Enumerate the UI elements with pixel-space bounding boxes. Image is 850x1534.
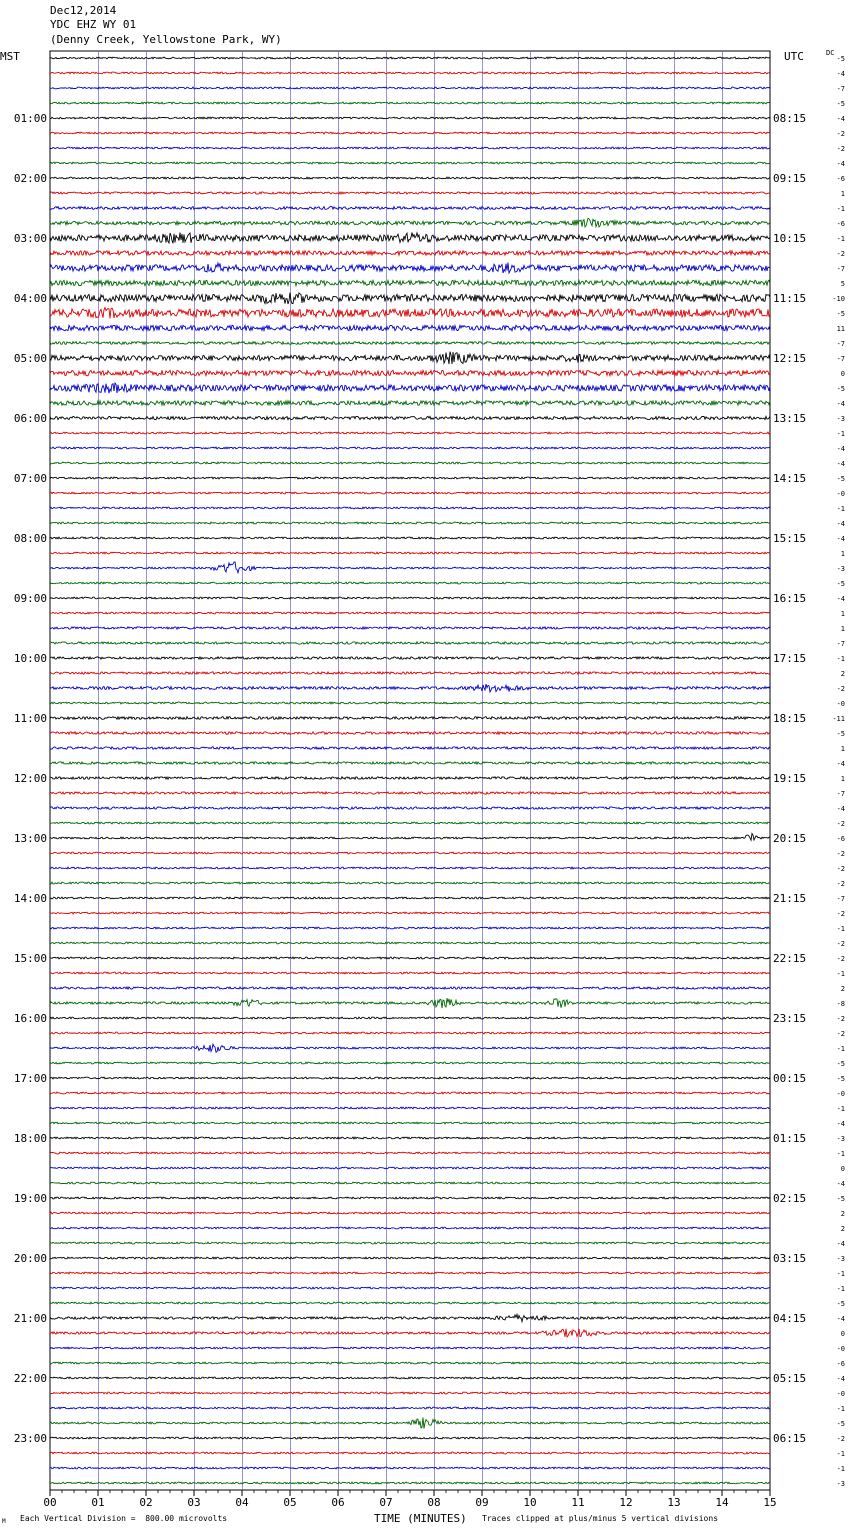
dc-offset-label: 1 <box>840 550 845 558</box>
utc-hour-label: 18:15 <box>773 712 807 725</box>
trace-row <box>50 1257 770 1259</box>
utc-hour-label: 04:15 <box>773 1312 807 1325</box>
chart-date: Dec12,2014 <box>50 4 117 17</box>
mst-hour-label: 13:00 <box>13 832 47 845</box>
dc-offset-label: -3 <box>836 1255 845 1263</box>
trace-row <box>50 852 770 854</box>
utc-hour-label: 00:15 <box>773 1072 807 1085</box>
dc-offset-label: -1 <box>836 235 845 243</box>
trace-row <box>50 462 770 464</box>
mst-hour-label: 17:00 <box>13 1072 47 1085</box>
trace-row <box>50 1482 770 1484</box>
dc-offset-label: -5 <box>836 1300 845 1308</box>
dc-offset-label: -5 <box>836 1195 845 1203</box>
trace-row <box>50 1272 770 1274</box>
dc-offset-label: -2 <box>836 940 845 948</box>
trace-row <box>50 1437 770 1439</box>
trace-row <box>50 370 770 375</box>
dc-offset-label: -3 <box>836 1480 845 1488</box>
utc-hour-label: 23:15 <box>773 1012 807 1025</box>
dc-offset-label: -2 <box>836 145 845 153</box>
x-tick-label: 10 <box>523 1496 537 1509</box>
utc-hour-label: 01:15 <box>773 1132 807 1145</box>
x-tick-label: 12 <box>619 1496 633 1509</box>
trace-row <box>50 352 770 365</box>
utc-hour-label: 05:15 <box>773 1372 807 1385</box>
trace-row <box>50 233 770 244</box>
trace-row <box>50 912 770 914</box>
mst-hour-label: 01:00 <box>13 112 47 125</box>
dc-offset-label: -11 <box>832 715 845 723</box>
x-tick-label: 04 <box>235 1496 249 1509</box>
trace-row <box>50 57 770 59</box>
dc-offset-label: -4 <box>836 535 845 543</box>
dc-offset-label: -5 <box>836 310 845 318</box>
dc-offset-label: 2 <box>840 985 845 993</box>
trace-row <box>50 747 770 749</box>
utc-hour-label: 20:15 <box>773 832 807 845</box>
trace-row <box>50 1137 770 1139</box>
x-tick-label: 09 <box>475 1496 489 1509</box>
trace-row <box>50 383 770 393</box>
mst-hour-label: 04:00 <box>13 292 47 305</box>
trace-row <box>50 1167 770 1169</box>
mst-hour-label: 03:00 <box>13 232 47 245</box>
dc-offset-label: -4 <box>836 1120 845 1128</box>
trace-row <box>50 1314 770 1321</box>
trace-row <box>50 672 770 674</box>
trace-row <box>50 1197 770 1199</box>
station-code: YDC EHZ WY 01 <box>50 18 137 31</box>
trace-row <box>50 702 770 704</box>
mst-hour-label: 12:00 <box>13 772 47 785</box>
x-tick-label: 05 <box>283 1496 297 1509</box>
dc-offset-label: -2 <box>836 865 845 873</box>
left-timezone-label: MST <box>0 50 20 63</box>
trace-row <box>50 998 770 1008</box>
utc-hour-label: 22:15 <box>773 952 807 965</box>
x-tick-label: 03 <box>187 1496 201 1509</box>
trace-row <box>50 263 770 274</box>
dc-offset-label: -1 <box>836 1105 845 1113</box>
dc-offset-label: -7 <box>836 895 845 903</box>
dc-offset-label: -0 <box>836 1345 845 1353</box>
dc-offset-label: -5 <box>836 730 845 738</box>
dc-offset-label: -5 <box>836 1060 845 1068</box>
mst-hour-label: 05:00 <box>13 352 47 365</box>
dc-offset-label: -2 <box>836 850 845 858</box>
dc-offset-label: 1 <box>840 190 845 198</box>
dc-offset-label: -4 <box>836 160 845 168</box>
trace-row <box>50 582 770 584</box>
utc-hour-labels <box>773 112 806 1445</box>
trace-row <box>50 477 770 479</box>
trace-row <box>50 807 770 809</box>
x-axis <box>43 1490 776 1509</box>
dc-offset-label: -4 <box>836 1315 845 1323</box>
dc-offset-label: 2 <box>840 1210 845 1218</box>
dc-offset-label: -7 <box>836 265 845 273</box>
dc-offset-label: -5 <box>836 100 845 108</box>
dc-offset-label: -1 <box>836 1270 845 1278</box>
dc-offset-label: 0 <box>840 1330 845 1338</box>
x-tick-label: 11 <box>571 1496 585 1509</box>
trace-group <box>50 57 770 1484</box>
dc-offset-label: -4 <box>836 460 845 468</box>
dc-offset-label: -7 <box>836 340 845 348</box>
trace-row <box>50 218 770 227</box>
trace-row <box>50 822 770 824</box>
dc-offset-label: -8 <box>836 1000 845 1008</box>
trace-row <box>50 1212 770 1214</box>
trace-row <box>50 192 770 194</box>
utc-hour-label: 06:15 <box>773 1432 807 1445</box>
trace-row <box>50 987 770 989</box>
mst-hour-label: 19:00 <box>13 1192 47 1205</box>
trace-row <box>50 522 770 524</box>
dc-offset-label: -2 <box>836 1435 845 1443</box>
dc-offset-label: -2 <box>836 685 845 693</box>
utc-hour-label: 02:15 <box>773 1192 807 1205</box>
dc-offset-label: -4 <box>836 760 845 768</box>
trace-row <box>50 1362 770 1364</box>
trace-row <box>50 177 770 179</box>
trace-row <box>50 1287 770 1289</box>
trace-row <box>50 147 770 149</box>
dc-offset-header: DC <box>826 49 835 57</box>
dc-offset-label: 1 <box>840 775 845 783</box>
dc-offset-label: -1 <box>836 505 845 513</box>
dc-offset-label: -10 <box>832 295 845 303</box>
dc-offset-label: -7 <box>836 640 845 648</box>
trace-row <box>50 537 770 539</box>
trace-row <box>50 957 770 959</box>
mst-hour-label: 22:00 <box>13 1372 47 1385</box>
trace-row <box>50 882 770 884</box>
utc-hour-label: 13:15 <box>773 412 807 425</box>
utc-hour-label: 14:15 <box>773 472 807 485</box>
trace-row <box>50 597 770 599</box>
dc-offset-label: -1 <box>836 1045 845 1053</box>
dc-offset-label: -1 <box>836 1285 845 1293</box>
x-axis-title: TIME (MINUTES) <box>374 1512 467 1525</box>
trace-row <box>50 792 770 794</box>
clip-note: Traces clipped at plus/minus 5 vertical divisions <box>482 1514 719 1523</box>
dc-offset-label: -6 <box>836 220 845 228</box>
dc-offset-label: -1 <box>836 1150 845 1158</box>
dc-offset-label: -5 <box>836 580 845 588</box>
dc-offset-label: -4 <box>836 1375 845 1383</box>
dc-offset-label: -1 <box>836 1405 845 1413</box>
trace-row <box>50 1092 770 1094</box>
trace-row <box>50 1347 770 1349</box>
station-location: (Denny Creek, Yellowstone Park, WY) <box>50 33 282 46</box>
dc-offset-label: -7 <box>836 85 845 93</box>
dc-offset-label: -5 <box>836 475 845 483</box>
x-tick-label: 13 <box>667 1496 681 1509</box>
dc-offset-label: -1 <box>836 655 845 663</box>
trace-row <box>50 132 770 134</box>
mst-hour-label: 06:00 <box>13 412 47 425</box>
trace-row <box>50 251 770 255</box>
mst-hour-label: 20:00 <box>13 1252 47 1265</box>
mst-hour-label: 15:00 <box>13 952 47 965</box>
mst-hour-label: 02:00 <box>13 172 47 185</box>
x-tick-label: 14 <box>715 1496 729 1509</box>
trace-row <box>50 102 770 104</box>
dc-offset-label: -5 <box>836 385 845 393</box>
dc-offset-label: -4 <box>836 1240 845 1248</box>
dc-offset-label: -3 <box>836 415 845 423</box>
trace-row <box>50 492 770 494</box>
trace-row <box>50 777 770 779</box>
mst-hour-label: 16:00 <box>13 1012 47 1025</box>
trace-row <box>50 562 770 573</box>
trace-row <box>50 1182 770 1184</box>
trace-row <box>50 1392 770 1394</box>
trace-row <box>50 927 770 929</box>
trace-row <box>50 416 770 419</box>
mst-hour-label: 11:00 <box>13 712 47 725</box>
mst-hour-label: 23:00 <box>13 1432 47 1445</box>
dc-offset-label: -4 <box>836 1180 845 1188</box>
trace-row <box>50 1152 770 1154</box>
mst-hour-labels <box>14 112 47 1445</box>
mst-hour-label: 07:00 <box>13 472 47 485</box>
trace-row <box>50 612 770 614</box>
trace-row <box>50 342 770 345</box>
utc-hour-label: 09:15 <box>773 172 807 185</box>
dc-offset-label: -1 <box>836 970 845 978</box>
utc-hour-label: 15:15 <box>773 532 807 545</box>
footer-mark: M <box>2 1518 6 1525</box>
trace-row <box>50 762 770 764</box>
utc-hour-label: 10:15 <box>773 232 807 245</box>
trace-row <box>50 1107 770 1109</box>
dc-offset-label: -7 <box>836 355 845 363</box>
trace-row <box>50 87 770 89</box>
trace-row <box>50 308 770 319</box>
dc-offset-label: -1 <box>836 1450 845 1458</box>
dc-offset-label: -4 <box>836 400 845 408</box>
dc-offset-label: -2 <box>836 820 845 828</box>
dc-offset-label: -1 <box>836 925 845 933</box>
trace-row <box>50 657 770 659</box>
trace-row <box>50 552 770 554</box>
dc-offset-label: -2 <box>836 250 845 258</box>
trace-row <box>50 627 770 629</box>
trace-row <box>50 1418 770 1429</box>
trace-row <box>50 1077 770 1079</box>
dc-offset-label: -5 <box>836 1420 845 1428</box>
utc-hour-label: 21:15 <box>773 892 807 905</box>
dc-offset-label: -1 <box>836 205 845 213</box>
vertical-division-note: Each Vertical Division = 800.00 microvolts <box>20 1514 228 1523</box>
dc-offset-label: 0 <box>840 370 845 378</box>
mst-hour-label: 09:00 <box>13 592 47 605</box>
dc-offset-label: 11 <box>836 325 845 333</box>
trace-row <box>50 1017 770 1019</box>
trace-row <box>50 732 770 735</box>
mst-hour-label: 18:00 <box>13 1132 47 1145</box>
dc-offset-label: 1 <box>840 610 845 618</box>
trace-row <box>50 897 770 899</box>
trace-row <box>50 1302 770 1304</box>
mst-hour-label: 14:00 <box>13 892 47 905</box>
dc-offset-label: -4 <box>836 520 845 528</box>
dc-offset-label: 1 <box>840 625 845 633</box>
trace-row <box>50 117 770 119</box>
dc-offset-label: -6 <box>836 835 845 843</box>
trace-row <box>50 1242 770 1244</box>
x-tick-label: 01 <box>91 1496 105 1509</box>
trace-row <box>50 684 770 692</box>
dc-offset-label: -2 <box>836 955 845 963</box>
dc-offset-label: -4 <box>836 115 845 123</box>
dc-offset-label: 1 <box>840 745 845 753</box>
utc-hour-label: 16:15 <box>773 592 807 605</box>
mst-hour-label: 21:00 <box>13 1312 47 1325</box>
dc-offset-label: -6 <box>836 175 845 183</box>
dc-offset-label: -3 <box>836 565 845 573</box>
trace-row <box>50 1044 770 1052</box>
x-tick-label: 02 <box>139 1496 153 1509</box>
dc-offset-label: -0 <box>836 490 845 498</box>
trace-row <box>50 401 770 405</box>
trace-row <box>50 1227 770 1229</box>
utc-hour-label: 17:15 <box>773 652 807 665</box>
dc-offset-label: -4 <box>836 445 845 453</box>
trace-row <box>50 447 770 449</box>
dc-offset-label: 2 <box>840 1225 845 1233</box>
trace-row <box>50 834 770 841</box>
dc-offset-label: 5 <box>840 280 845 288</box>
trace-row <box>50 1407 770 1409</box>
dc-offset-labels <box>832 55 845 1488</box>
dc-offset-label: 0 <box>840 1165 845 1173</box>
dc-offset-label: -2 <box>836 1015 845 1023</box>
utc-hour-label: 08:15 <box>773 112 807 125</box>
trace-row <box>50 942 770 944</box>
right-timezone-label: UTC <box>784 50 804 63</box>
dc-offset-label: -5 <box>836 55 845 63</box>
dc-offset-label: -2 <box>836 880 845 888</box>
mst-hour-label: 08:00 <box>13 532 47 545</box>
dc-offset-label: 2 <box>840 670 845 678</box>
dc-offset-label: -6 <box>836 1360 845 1368</box>
trace-row <box>50 507 770 509</box>
x-tick-label: 15 <box>763 1496 777 1509</box>
dc-offset-label: -0 <box>836 700 845 708</box>
trace-row <box>50 162 770 164</box>
trace-row <box>50 1377 770 1379</box>
trace-row <box>50 867 770 869</box>
trace-row <box>50 207 770 210</box>
trace-row <box>50 642 770 644</box>
trace-row <box>50 280 770 285</box>
dc-offset-label: -4 <box>836 805 845 813</box>
dc-offset-label: -5 <box>836 1075 845 1083</box>
trace-row <box>50 1062 770 1064</box>
trace-row <box>50 1467 770 1469</box>
dc-offset-label: -3 <box>836 1135 845 1143</box>
x-tick-label: 07 <box>379 1496 393 1509</box>
utc-hour-label: 11:15 <box>773 292 807 305</box>
mst-hour-label: 10:00 <box>13 652 47 665</box>
trace-row <box>50 293 770 305</box>
dc-offset-label: -0 <box>836 1090 845 1098</box>
dc-offset-label: -4 <box>836 70 845 78</box>
utc-hour-label: 03:15 <box>773 1252 807 1265</box>
x-tick-label: 06 <box>331 1496 345 1509</box>
utc-hour-label: 12:15 <box>773 352 807 365</box>
trace-row <box>50 1329 770 1337</box>
trace-row <box>50 325 770 330</box>
x-tick-label: 08 <box>427 1496 441 1509</box>
trace-row <box>50 1122 770 1124</box>
dc-offset-label: -2 <box>836 130 845 138</box>
dc-offset-label: -2 <box>836 1030 845 1038</box>
dc-offset-label: -1 <box>836 430 845 438</box>
trace-row <box>50 1032 770 1034</box>
x-tick-label: 00 <box>43 1496 57 1509</box>
trace-row <box>50 72 770 74</box>
dc-offset-label: -0 <box>836 1390 845 1398</box>
dc-offset-label: -2 <box>836 910 845 918</box>
dc-offset-label: -1 <box>836 1465 845 1473</box>
trace-row <box>50 432 770 434</box>
trace-row <box>50 1452 770 1454</box>
utc-hour-label: 19:15 <box>773 772 807 785</box>
dc-offset-label: -4 <box>836 595 845 603</box>
dc-offset-label: -7 <box>836 790 845 798</box>
trace-row <box>50 972 770 974</box>
trace-row <box>50 717 770 720</box>
